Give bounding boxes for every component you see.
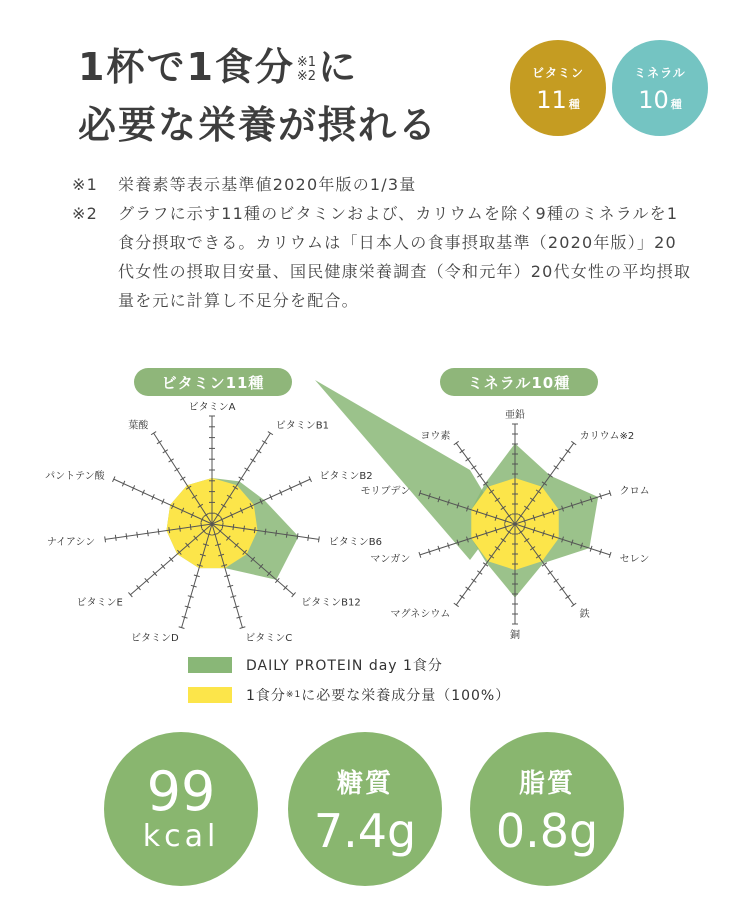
radar-tick — [105, 536, 106, 542]
radar-axis-label: ビタミンB12 — [301, 597, 361, 609]
radar-tick — [318, 536, 319, 542]
radar-tick — [169, 459, 174, 462]
radar-axis-label: ビタミンB2 — [319, 470, 373, 482]
badge-title: ミネラル — [634, 65, 686, 80]
radar-axis-label: ビタミンD — [131, 633, 179, 645]
fat-value: 0.8g — [495, 803, 599, 858]
fat-label: 脂質 — [518, 768, 575, 799]
radar-tick — [571, 441, 576, 445]
radar-tick — [174, 468, 179, 471]
radar-axis-label: ヨウ素 — [420, 431, 451, 443]
radar-tick — [471, 466, 476, 470]
badge-number: 11 — [536, 85, 567, 114]
radar-axis-label: 葉酸 — [128, 420, 149, 432]
legend-swatch-yellow — [188, 687, 232, 703]
radar-tick — [151, 432, 156, 435]
vitamin-chart-title: ビタミン11種 — [134, 368, 292, 396]
radar-tick — [180, 477, 185, 480]
sugar-label: 糖質 — [336, 768, 393, 799]
radar-axis-label: ナイアシン — [46, 536, 96, 548]
footnote-mark: ※2 — [72, 204, 98, 223]
radar-tick — [157, 441, 162, 444]
radar-axis-label: ビタミンE — [76, 597, 123, 609]
radar-axis-label: セレン — [619, 553, 650, 565]
radar-tick — [163, 450, 168, 453]
radar-axis-label: 鉄 — [579, 608, 590, 620]
sugar-circle — [288, 732, 442, 886]
radar-tick — [308, 535, 309, 541]
sugar-value: 7.4g — [313, 803, 417, 858]
radar-tick — [466, 587, 471, 591]
radar-tick — [158, 529, 159, 535]
chart-legend — [188, 650, 510, 710]
radar-tick — [554, 579, 559, 583]
radar-tick — [147, 530, 148, 536]
radar-axis-label: ビタミンC — [245, 633, 293, 645]
radar-axis-label: 亜鉛 — [505, 410, 525, 421]
badge-title: ビタミン — [531, 65, 584, 80]
legend-label: DAILY PROTEIN day 1食分 — [246, 658, 443, 674]
mineral-chart-title: ミネラル10種 — [440, 368, 598, 396]
calorie-circle — [104, 732, 258, 886]
radar-axis-label: ビタミンB1 — [275, 420, 330, 432]
radar-tick — [256, 450, 261, 453]
radar-axis-label: パントテン酸 — [45, 470, 105, 482]
badge-unit: 種 — [568, 97, 580, 111]
legend-label: に必要な栄養成分量（100%） — [301, 688, 511, 704]
radar-tick — [297, 533, 298, 539]
radar-axis-label: カリウム※2 — [579, 431, 635, 443]
radar-tick — [268, 432, 273, 435]
radar-tick — [460, 449, 465, 453]
badge-number: 10 — [638, 85, 669, 114]
radar-tick — [126, 533, 127, 539]
radar-tick — [262, 441, 267, 444]
radar-tick — [137, 532, 138, 538]
radar-tick — [560, 587, 565, 591]
headline-text: に — [318, 45, 359, 89]
radar-axis-label: マグネシウム — [390, 608, 451, 620]
radar-tick — [548, 571, 553, 575]
radar-tick — [115, 535, 116, 541]
radar-tick — [554, 466, 559, 470]
calorie-unit: kcal — [142, 819, 220, 854]
headline-text: 1杯で1食分 — [78, 45, 295, 89]
badge-unit: 種 — [670, 97, 682, 111]
radar-tick — [250, 459, 255, 462]
legend-item-product — [188, 650, 510, 680]
calorie-value: 99 — [146, 760, 216, 823]
radar-axis-label: クロム — [619, 486, 650, 498]
radar-tick — [560, 458, 565, 462]
radar-tick — [571, 603, 576, 607]
footnote-text: グラフに示す11種のビタミンおよび、カリウムを除く9種のミネラルを1食分摂取できる。カリウムは「日本人の食事摂取基準（2020年版）」20代女性の摂取目安量、国民健康栄養調査（令和元年）20代女性の平均摂取量を元に計算し不足分を配合。 — [118, 204, 692, 310]
radar-tick — [454, 441, 459, 445]
radar-axis-label: 銅 — [510, 630, 520, 641]
radar-tick — [477, 571, 482, 575]
legend-footnote-ref: ※1 — [285, 690, 302, 700]
radar-tick — [239, 477, 244, 480]
radar-tick — [565, 449, 570, 453]
radar-tick — [454, 603, 459, 607]
footnote-ref-1: ※1 — [296, 55, 317, 70]
footnote-text: 栄養素等表示基準値2020年版の1/3量 — [118, 175, 417, 194]
radar-tick — [460, 595, 465, 599]
legend-item-required — [188, 680, 510, 710]
headline-line2: 必要な栄養が摂れる — [78, 103, 439, 147]
radar-axis-label: ビタミンA — [188, 402, 236, 413]
radar-tick — [471, 579, 476, 583]
radar-axis-label: マンガン — [370, 553, 411, 565]
radar-tick — [565, 595, 570, 599]
radar-tick — [245, 468, 250, 471]
footnote-mark: ※1 — [72, 175, 98, 194]
radar-tick — [466, 458, 471, 462]
legend-swatch-green — [188, 657, 232, 673]
radar-axis-label: ビタミンB6 — [328, 536, 383, 548]
radar-axis-label: モリブデン — [360, 486, 411, 498]
fat-circle — [470, 732, 624, 886]
radar-tick — [477, 474, 482, 478]
legend-label: 1食分 — [246, 688, 286, 704]
footnote-ref-2: ※2 — [296, 69, 317, 84]
